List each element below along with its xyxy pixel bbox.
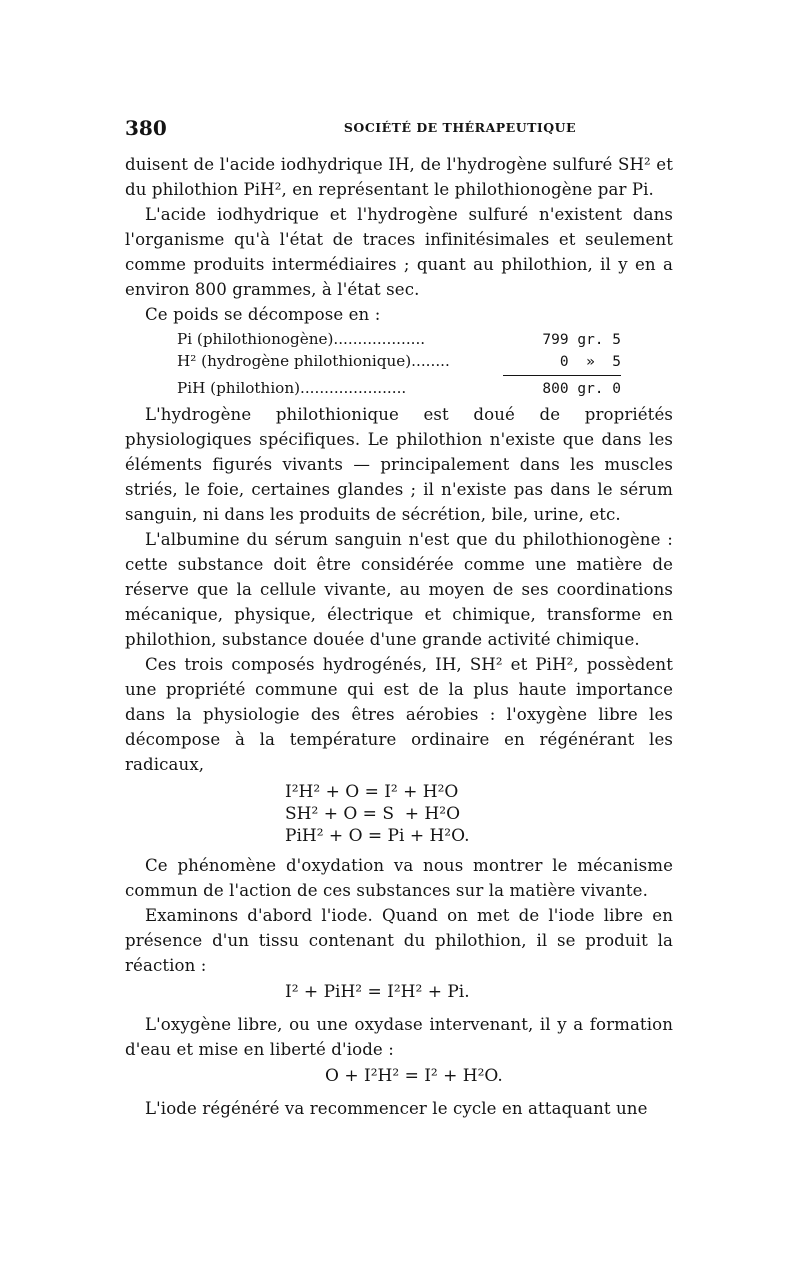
equation: O + I²H² = I² + H²O. [325,1066,503,1086]
composition-table [177,329,621,400]
paragraph: L'albumine du sérum sanguin n'est que du philothionogène : cette substance doit être considérée comme une matière de réserve que la cellule vivante, au moyen de ses coordinations mécanique, physique, électrique et chimique, transforme en philothion, substance douée d'une grande activité chimique. [125,530,673,649]
paragraph: L'iode régénéré va recommencer le cycle en attaquant une [145,1099,648,1118]
paragraph: L'acide iodhydrique et l'hydrogène sulfuré n'existent dans l'organisme qu'à l'état de traces infinitésimales et seulement comme produits intermédiaires ; quant au philothion, il y en a environ 800 grammes, à l'état sec. [125,205,673,299]
paragraph: Examinons d'abord l'iode. Quand on met de l'iode libre en présence d'un tissu contenant du philothion, il se produit la réaction : [125,906,673,975]
running-head: SOCIÉTÉ DE THÉRAPEUTIQUE [343,120,577,135]
paragraph: duisent de l'acide iodhydrique IH, de l'hydrogène sulfuré SH² et du philothion PiH², en représentant le philothionogène par Pi. [125,155,673,199]
paragraph: Ce phénomène d'oxydation va nous montrer le mécanisme commun de l'action de ces substances sur la matière vivante. [125,856,673,900]
body-text [125,152,673,1121]
paragraph: Ces trois composés hydrogénés, IH, SH² et PiH², possèdent une propriété commune qui est de la plus haute importance dans la physiologie des êtres aérobies : l'oxygène libre les décompose à la température ordinaire en régénérant les radicaux, [125,655,673,774]
equation-block [285,781,673,847]
page-number: 380 [125,116,167,140]
table-total-value: 800 gr. 0 [542,381,621,397]
table-total-label: PiH (philothion)...................... [177,379,407,397]
table-row-value: 0 » 5 [559,354,621,370]
page-header [125,116,675,142]
table-row-label: H² (hydrogène philothionique)........ [177,352,450,370]
paragraph: Ce poids se décompose en : [145,305,381,324]
equation: I²H² + O = I² + H²O [285,782,459,802]
table-row-value: 799 gr. 5 [542,332,621,348]
table-row [177,351,621,373]
paragraph: L'oxygène libre, ou une oxydase intervenant, il y a formation d'eau et mise en liberté d'iode : [125,1015,673,1059]
equation: I² + PiH² = I²H² + Pi. [285,982,470,1002]
equation: PiH² + O = Pi + H²O. [285,826,470,846]
equation: SH² + O = S + H²O [285,804,461,824]
table-total-row [177,378,621,400]
sum-rule [503,375,621,376]
table-row [177,329,621,351]
table-row-label: Pi (philothionogène)................... [177,330,426,348]
paragraph: L'hydrogène philothionique est doué de propriétés physiologiques spécifiques. Le philothion n'existe que dans les éléments figurés vivants — principalement dans les muscles striés, le foie, certaines glandes ; il n'existe pas dans le sérum sanguin, ni dans les produits de sécrétion, bile, urine, etc. [125,405,673,524]
